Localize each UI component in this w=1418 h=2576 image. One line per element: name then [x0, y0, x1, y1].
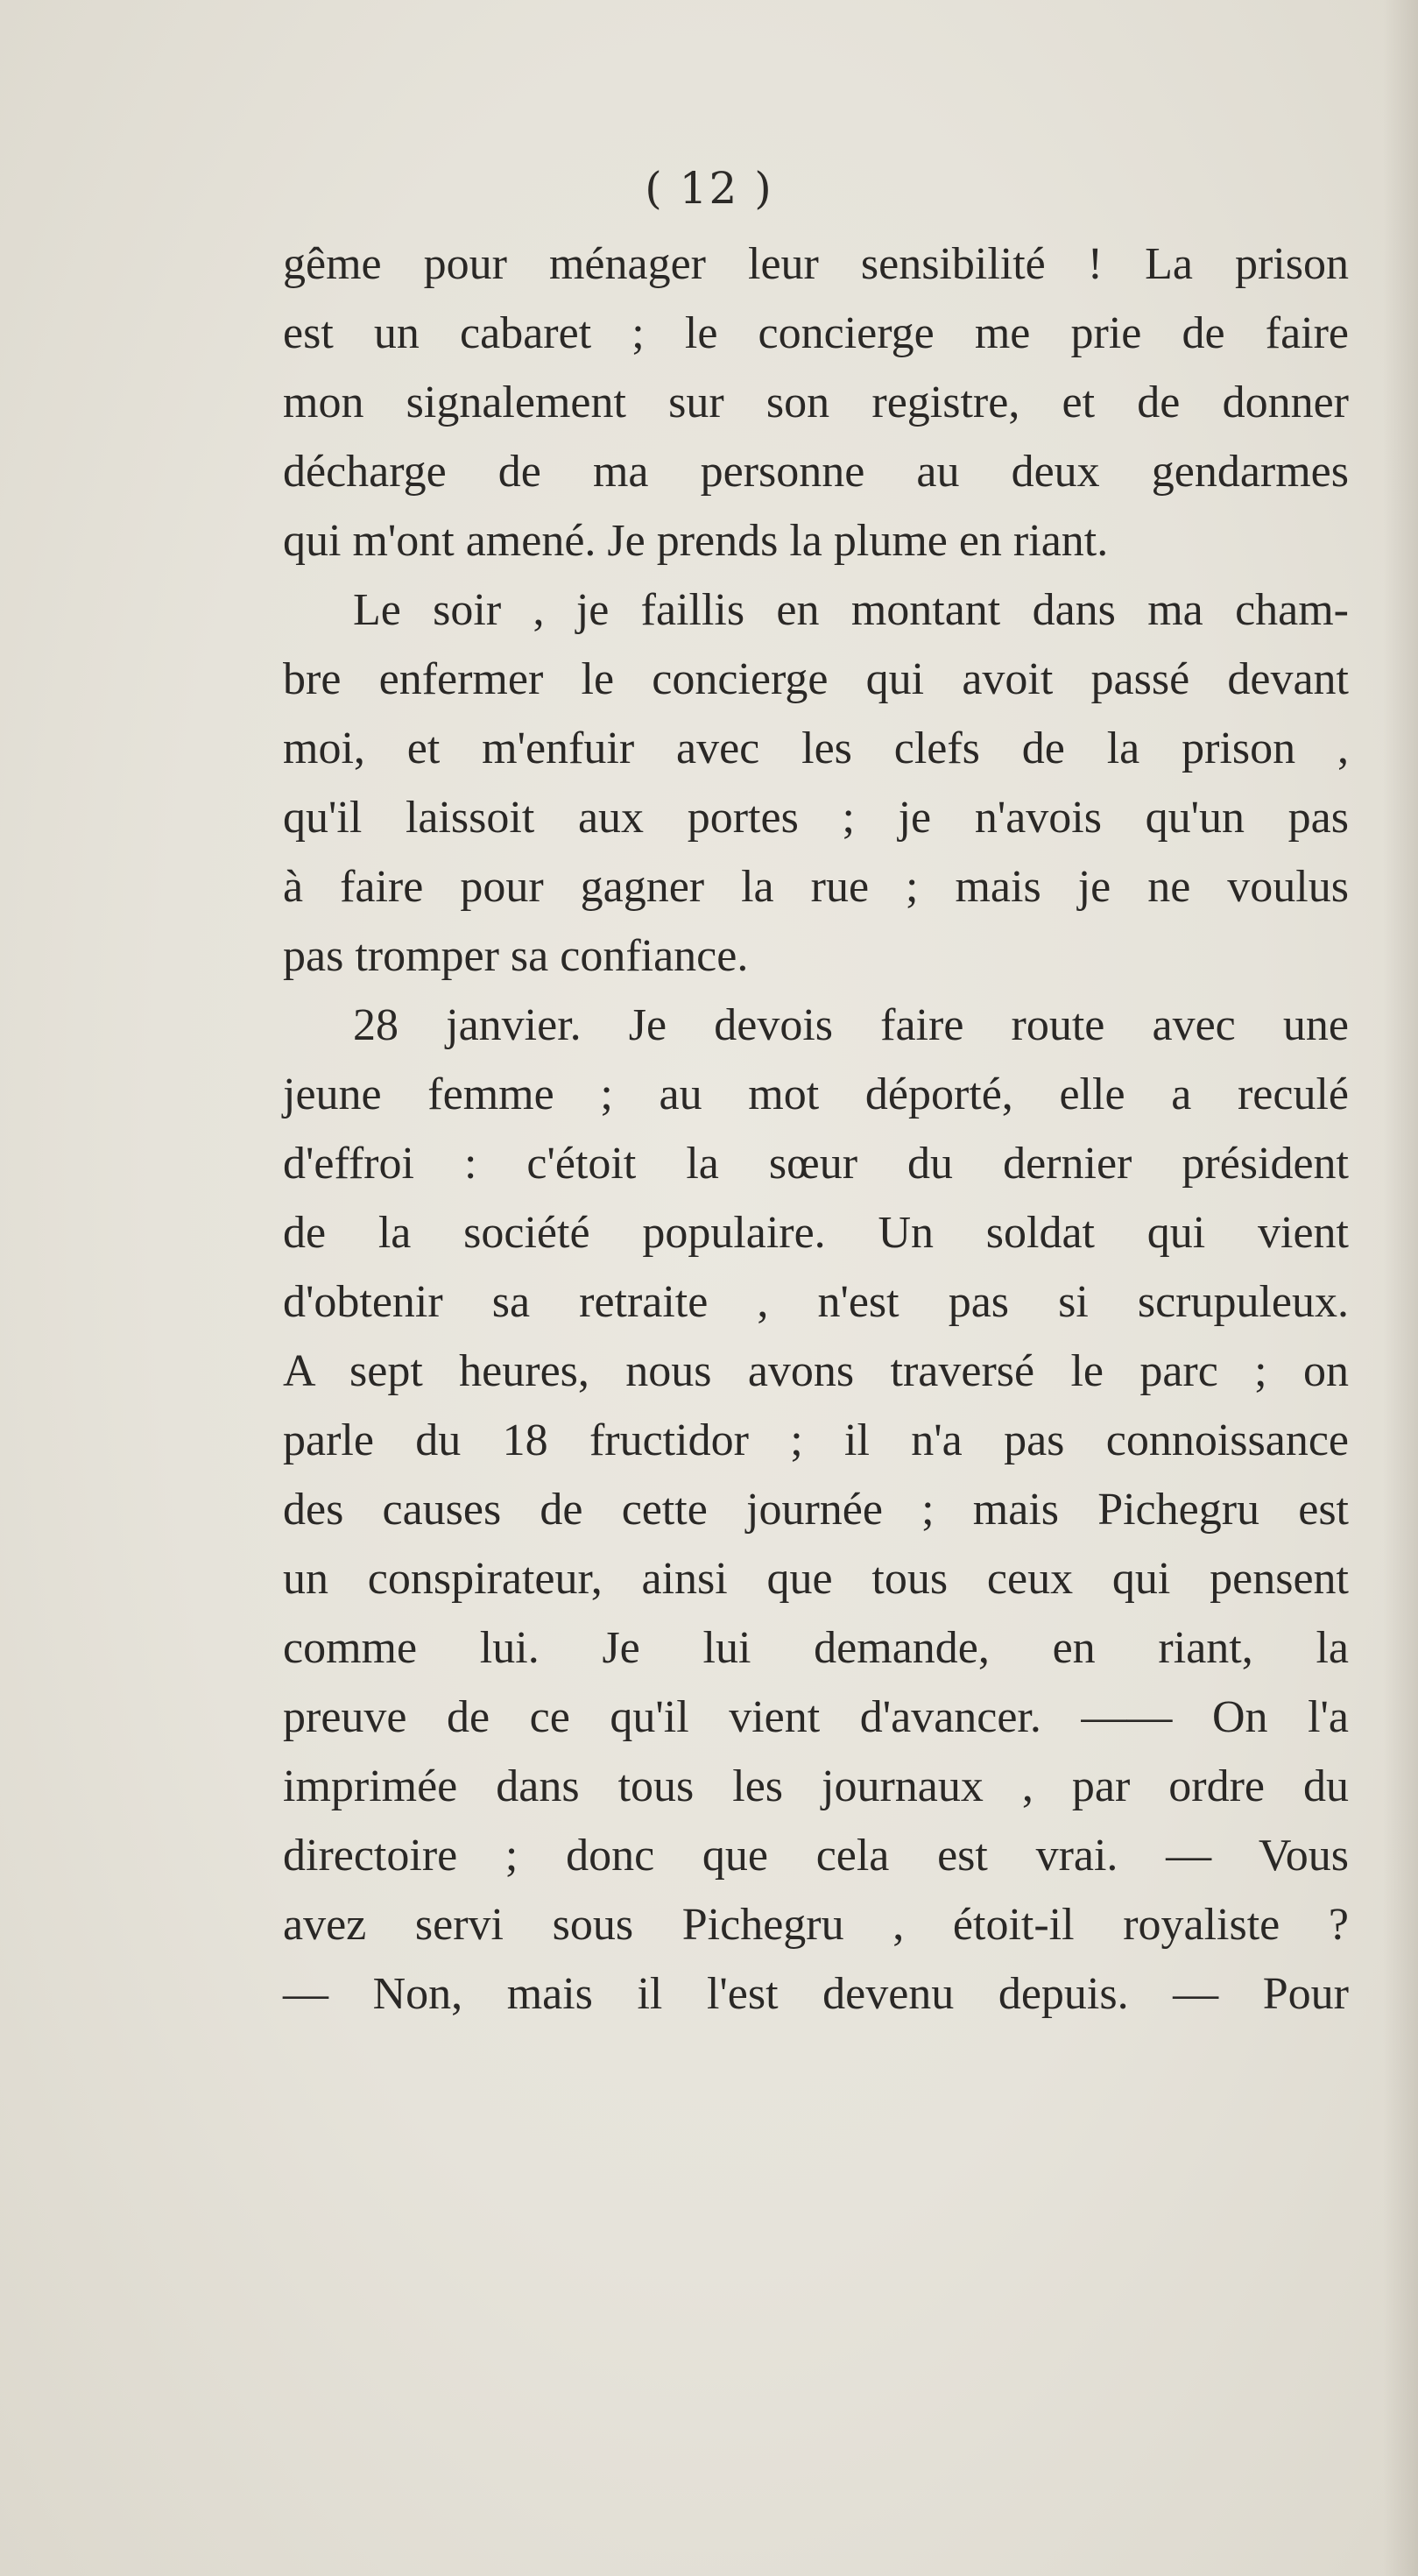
text-line: avez servi sous Pichegru , étoit-il royaliste ? [283, 1900, 1349, 1950]
text-line: preuve de ce qu'il vient d'avancer. —— On l'a [283, 1692, 1349, 1742]
text-line: directoire ; donc que cela est vrai. — Vous [283, 1831, 1349, 1881]
text-line: gême pour ménager leur sensibilité ! La prison [283, 239, 1349, 289]
text-line: pas tromper sa confiance. [283, 931, 749, 981]
text-line: mon signalement sur son registre, et de donner [283, 378, 1349, 427]
text-line: d'effroi : c'étoit la sœur du dernier président [283, 1139, 1349, 1189]
text-line: imprimée dans tous les journaux , par ordre du [283, 1761, 1349, 1811]
text-line: A sept heures, nous avons traversé le parc ; on [283, 1346, 1349, 1396]
text-line: 28 janvier. Je devois faire route avec une [353, 1000, 1349, 1050]
text-line: un conspirateur, ainsi que tous ceux qui pensent [283, 1554, 1349, 1604]
text-line: d'obtenir sa retraite , n'est pas si scrupuleux. [283, 1277, 1349, 1327]
text-line: comme lui. Je lui demande, en riant, la [283, 1623, 1349, 1673]
text-line: qu'il laissoit aux portes ; je n'avois qu'un pas [283, 793, 1349, 843]
text-line: qui m'ont amené. Je prends la plume en riant. [283, 516, 1109, 566]
text-line: est un cabaret ; le concierge me prie de faire [283, 308, 1349, 358]
text-line: — Non, mais il l'est devenu depuis. — Pour [283, 1969, 1349, 2019]
text-line: décharge de ma personne au deux gendarmes [283, 447, 1349, 497]
text-line: bre enfermer le concierge qui avoit passé devant [283, 654, 1349, 704]
text-line: parle du 18 fructidor ; il n'a pas connoissance [283, 1415, 1349, 1465]
text-line: Le soir , je faillis en montant dans ma cham- [353, 585, 1349, 635]
body-text [283, 229, 1349, 2029]
text-line: jeune femme ; au mot déporté, elle a reculé [283, 1069, 1349, 1119]
text-line: moi, et m'enfuir avec les clefs de la prison , [283, 723, 1349, 773]
page-edge-shadow [1383, 0, 1418, 2576]
text-line: des causes de cette journée ; mais Pichegru est [283, 1485, 1349, 1535]
text-line: de la société populaire. Un soldat qui vient [283, 1208, 1349, 1258]
text-line: à faire pour gagner la rue ; mais je ne voulus [283, 862, 1349, 912]
page-number: ( 12 ) [645, 163, 773, 214]
